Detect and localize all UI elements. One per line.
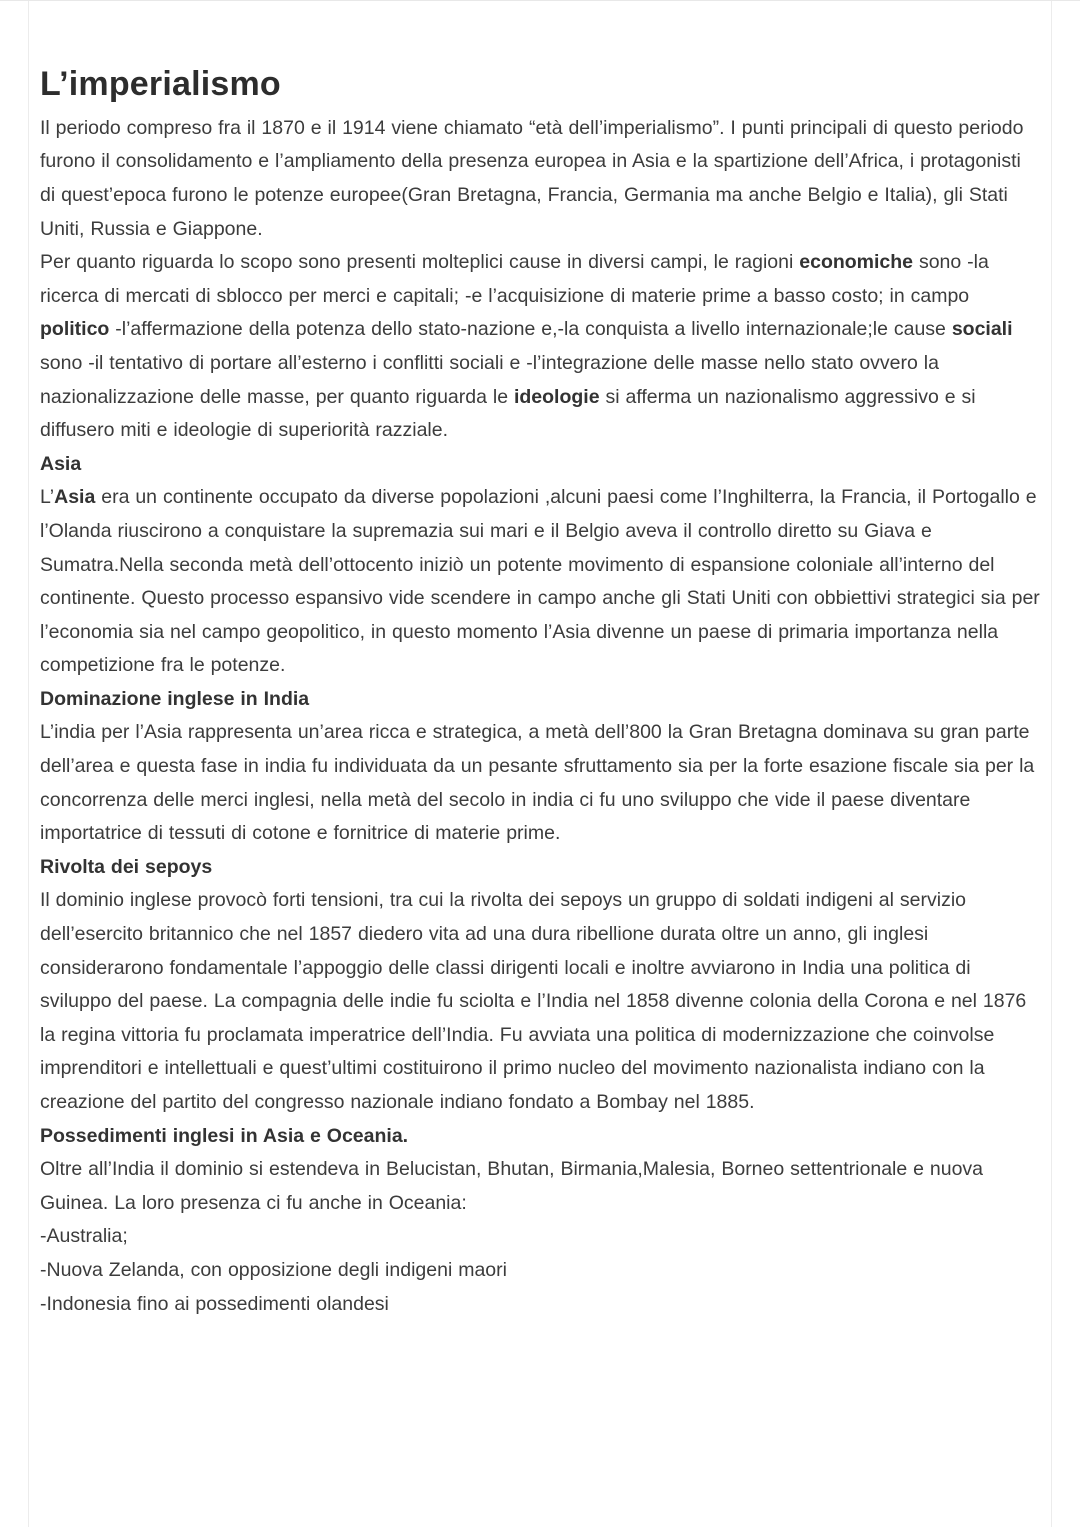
paragraph (40, 481, 1040, 683)
section-heading (40, 448, 1040, 482)
bold-text-run: Asia (40, 452, 82, 475)
section-heading (40, 1120, 1040, 1154)
text-run: si afferma un nazionalismo aggressivo e si diffusero miti e ideologie di superiorità razziale. (40, 385, 976, 442)
document-body (40, 112, 1040, 1321)
text-run: sono -il tentativo di portare all’esterno i conflitti sociali e -l’integrazione delle masse nello stato ovvero la nazionalizzazione delle masse, per quanto riguarda le (40, 351, 939, 408)
paragraph (40, 884, 1040, 1119)
document-title: L’imperialismo (40, 65, 281, 103)
paragraph (40, 1254, 1040, 1288)
text-run: Per quanto riguarda lo scopo sono presenti molteplici cause in diversi campi, le ragioni (40, 251, 800, 274)
paragraph (40, 716, 1040, 850)
text-run: era un continente occupato da diverse popolazioni ,alcuni paesi come l’Inghilterra, la Francia, il Portogallo e l’Olanda riuscirono a conquistare la supremazia sui mari e il Belgio aveva il controllo diretto su Giava e Sumatra.Nella seconda metà dell’ottocento iniziò un potente movimento di espansione coloniale all’interno del continente. Questo processo espansivo vide scendere in campo anche gli Stati Uniti con obbiettivi strategici sia per l’economia sia nel campo geopolitico, in questo momento l’Asia divenne un paese di primaria importanza nella competizione fra le potenze. (40, 486, 1040, 677)
bold-text-run: sociali (951, 318, 1013, 341)
bold-text-run: Possedimenti inglesi in Asia e Oceania. (40, 1124, 409, 1147)
section-heading (40, 851, 1040, 885)
text-run: sono -la ricerca di mercati di sblocco per merci e capitali; -e l’acquisizione di materie prime a basso costo; in campo (40, 251, 989, 307)
paragraph (40, 1153, 1040, 1220)
text-run: -l’affermazione della potenza dello stato-nazione e,-la conquista a livello internazionale;le cause (109, 318, 952, 341)
bold-text-run: Rivolta dei sepoys (40, 855, 213, 878)
bold-text-run: Dominazione inglese in India (40, 687, 310, 710)
paragraph (40, 246, 1040, 448)
text-run: L’ (40, 486, 55, 509)
text-run: L’india per l’Asia rappresenta un’area ricca e strategica, a metà dell’800 la Gran Bretagna dominava su gran parte dell’area e questa fase in india fu individuata da un pesante sfruttamento sia per la forte esazione fiscale sia per la concorrenza delle merci inglesi, nella metà del secolo in india ci fu uno sviluppo che vide il paese diventare importatrice di tessuti di cotone e fornitrice di materie prime. (40, 721, 1035, 845)
bold-text-run: politico (40, 318, 110, 341)
paragraph (40, 1220, 1040, 1254)
text-run: Il dominio inglese provocò forti tensioni, tra cui la rivolta dei sepoys un gruppo di soldati indigeni al servizio dell’esercito britannico che nel 1857 diedero vita ad una dura ribellione durata oltre un anno, gli inglesi considerarono fondamentale l’appoggio delle classi dirigenti locali e inoltre avviarono in India una politica di sviluppo del paese. La compagnia delle indie fu sciolta e l’India nel 1858 divenne colonia della Corona e nel 1876 la regina vittoria fu proclamata imperatrice dell’India. Fu avviata una politica di modernizzazione che coinvolse imprenditori e intellettuali e quest’ultimi costituirono il primo nucleo del movimento nazionalista indiano con la creazione del partito del congresso nazionale indiano fondato a Bombay nel 1885. (40, 889, 1027, 1114)
paragraph (40, 112, 1040, 246)
bold-text-run: ideologie (513, 385, 600, 408)
text-run: Il periodo compreso fra il 1870 e il 1914 viene chiamato “età dell’imperialismo”. I punti principali di questo periodo furono il consolidamento e l’ampliamento della presenza europea in Asia e la spartizione dell’Africa, i protagonisti di quest’epoca furono le potenze europee(Gran Bretagna, Francia, Germania ma anche Belgio e Italia), gli Stati Uniti, Russia e Giappone. (40, 116, 1024, 240)
bold-text-run: economiche (799, 251, 914, 274)
text-run: -Indonesia fino ai possedimenti olandesi (40, 1292, 389, 1315)
text-run: -Australia; (40, 1225, 128, 1248)
section-heading (40, 683, 1040, 717)
document-content-area (28, 0, 1052, 1527)
bold-text-run: Asia (54, 486, 96, 509)
page-top-edge (0, 0, 1080, 1)
text-run: -Nuova Zelanda, con opposizione degli indigeni maori (40, 1258, 507, 1281)
text-run: Oltre all’India il dominio si estendeva in Belucistan, Bhutan, Birmania,Malesia, Borneo settentrionale e nuova Guinea. La loro presenza ci fu anche in Oceania: (40, 1158, 984, 1214)
paragraph (40, 1288, 1040, 1322)
